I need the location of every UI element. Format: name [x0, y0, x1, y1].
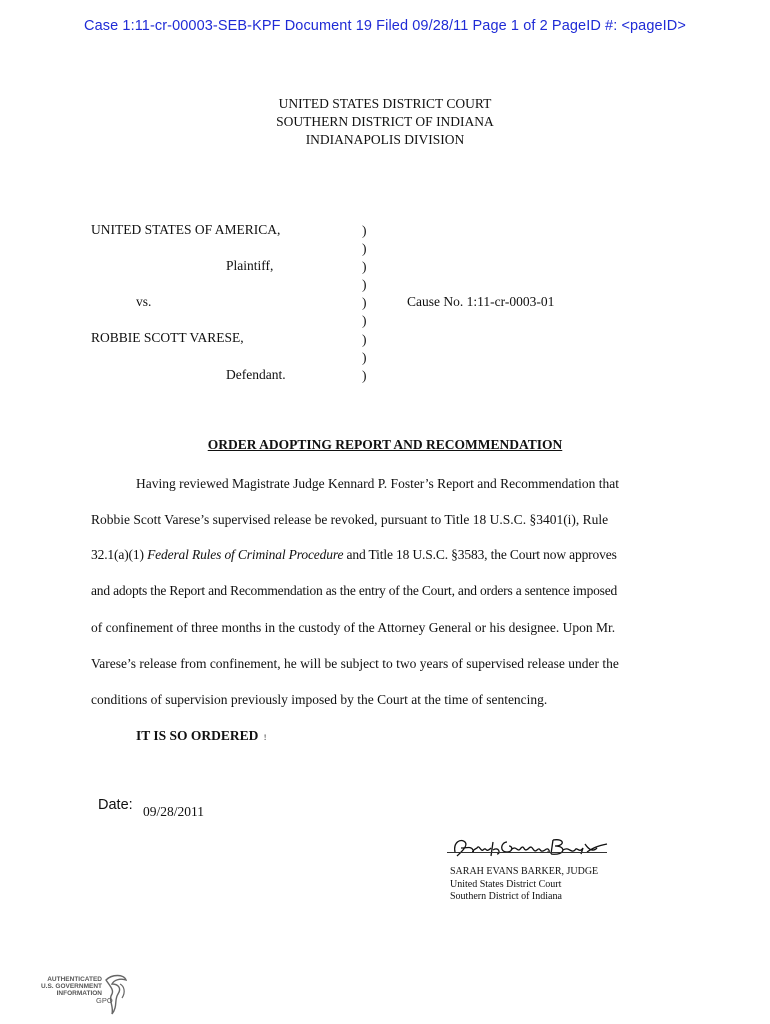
date-value: 09/28/2011	[143, 804, 205, 819]
date-label: Date:	[98, 797, 133, 813]
so-ordered-text: IT IS SO ORDERED	[136, 728, 259, 743]
paren: )	[362, 313, 367, 329]
order-body-line: and adopts the Report and Recommendation as the entry of the Court, and orders a sentence imposed	[91, 583, 618, 598]
order-body-line: Varese’s release from confinement, he will be subject to two years of supervised release under the	[91, 656, 619, 671]
gpo-mark: GPO	[96, 996, 113, 1005]
gpo-line: U.S. GOVERNMENT	[40, 983, 102, 990]
paren: )	[362, 259, 367, 275]
order-body-line: Having reviewed Magistrate Judge Kennard P. Foster’s Report and Recommendation that	[136, 476, 620, 491]
paren: )	[362, 295, 367, 311]
court-division: INDIANAPOLIS DIVISION	[305, 132, 465, 147]
paren: )	[362, 367, 367, 383]
case-header-stamp: Case 1:11-cr-00003-SEB-KPF Document 19 Filed 09/28/11 Page 1 of 2 PageID #: <pageID>	[84, 18, 686, 34]
defendant-name: ROBBIE SCOTT VARESE,	[91, 330, 244, 345]
caption-parentheses	[362, 222, 367, 385]
signature-block	[450, 866, 598, 904]
order-body-line: Robbie Scott Varese’s supervised release be revoked, pursuant to Title 18 U.S.C. §3401(i), Rule	[91, 512, 609, 527]
body-text: 32.1(a)(1)	[91, 547, 148, 562]
order-body-line	[91, 547, 617, 563]
eagle-icon	[102, 972, 130, 1018]
judge-district: Southern District of Indiana	[450, 891, 562, 902]
paren: )	[362, 331, 367, 347]
signature-line	[447, 852, 607, 853]
paren: )	[362, 241, 367, 257]
court-name: UNITED STATES DISTRICT COURT	[278, 96, 492, 111]
defendant-role: Defendant.	[226, 367, 286, 382]
cause-number: Cause No. 1:11-cr-0003-01	[407, 294, 555, 309]
paren: )	[362, 349, 367, 365]
so-ordered	[136, 728, 266, 744]
plaintiff-name: UNITED STATES OF AMERICA,	[91, 222, 281, 237]
order-title: ORDER ADOPTING REPORT AND RECOMMENDATION	[207, 437, 563, 452]
handwritten-signature	[447, 830, 612, 862]
court-district: SOUTHERN DISTRICT OF INDIANA	[276, 114, 494, 129]
gpo-authentication-badge	[40, 970, 150, 1020]
court-heading	[0, 95, 770, 149]
so-ordered-mark: !	[263, 733, 267, 742]
gpo-line: INFORMATION	[56, 990, 102, 997]
paren: )	[362, 223, 367, 238]
plaintiff-role: Plaintiff,	[226, 258, 274, 273]
judge-name: SARAH EVANS BARKER, JUDGE	[450, 866, 599, 877]
gpo-line: AUTHENTICATED	[47, 976, 102, 983]
gpo-text	[40, 976, 102, 997]
versus: vs.	[136, 294, 152, 309]
body-text: and Title 18 U.S.C. §3583, the Court now approves	[343, 547, 617, 562]
order-body-line: of confinement of three months in the custody of the Attorney General or his designee. Upon Mr.	[91, 620, 616, 635]
judge-court: United States District Court	[450, 878, 562, 890]
paren: )	[362, 277, 367, 293]
rules-citation: Federal Rules of Criminal Procedure	[147, 547, 344, 562]
order-body-line: conditions of supervision previously imposed by the Court at the time of sentencing.	[91, 692, 548, 707]
